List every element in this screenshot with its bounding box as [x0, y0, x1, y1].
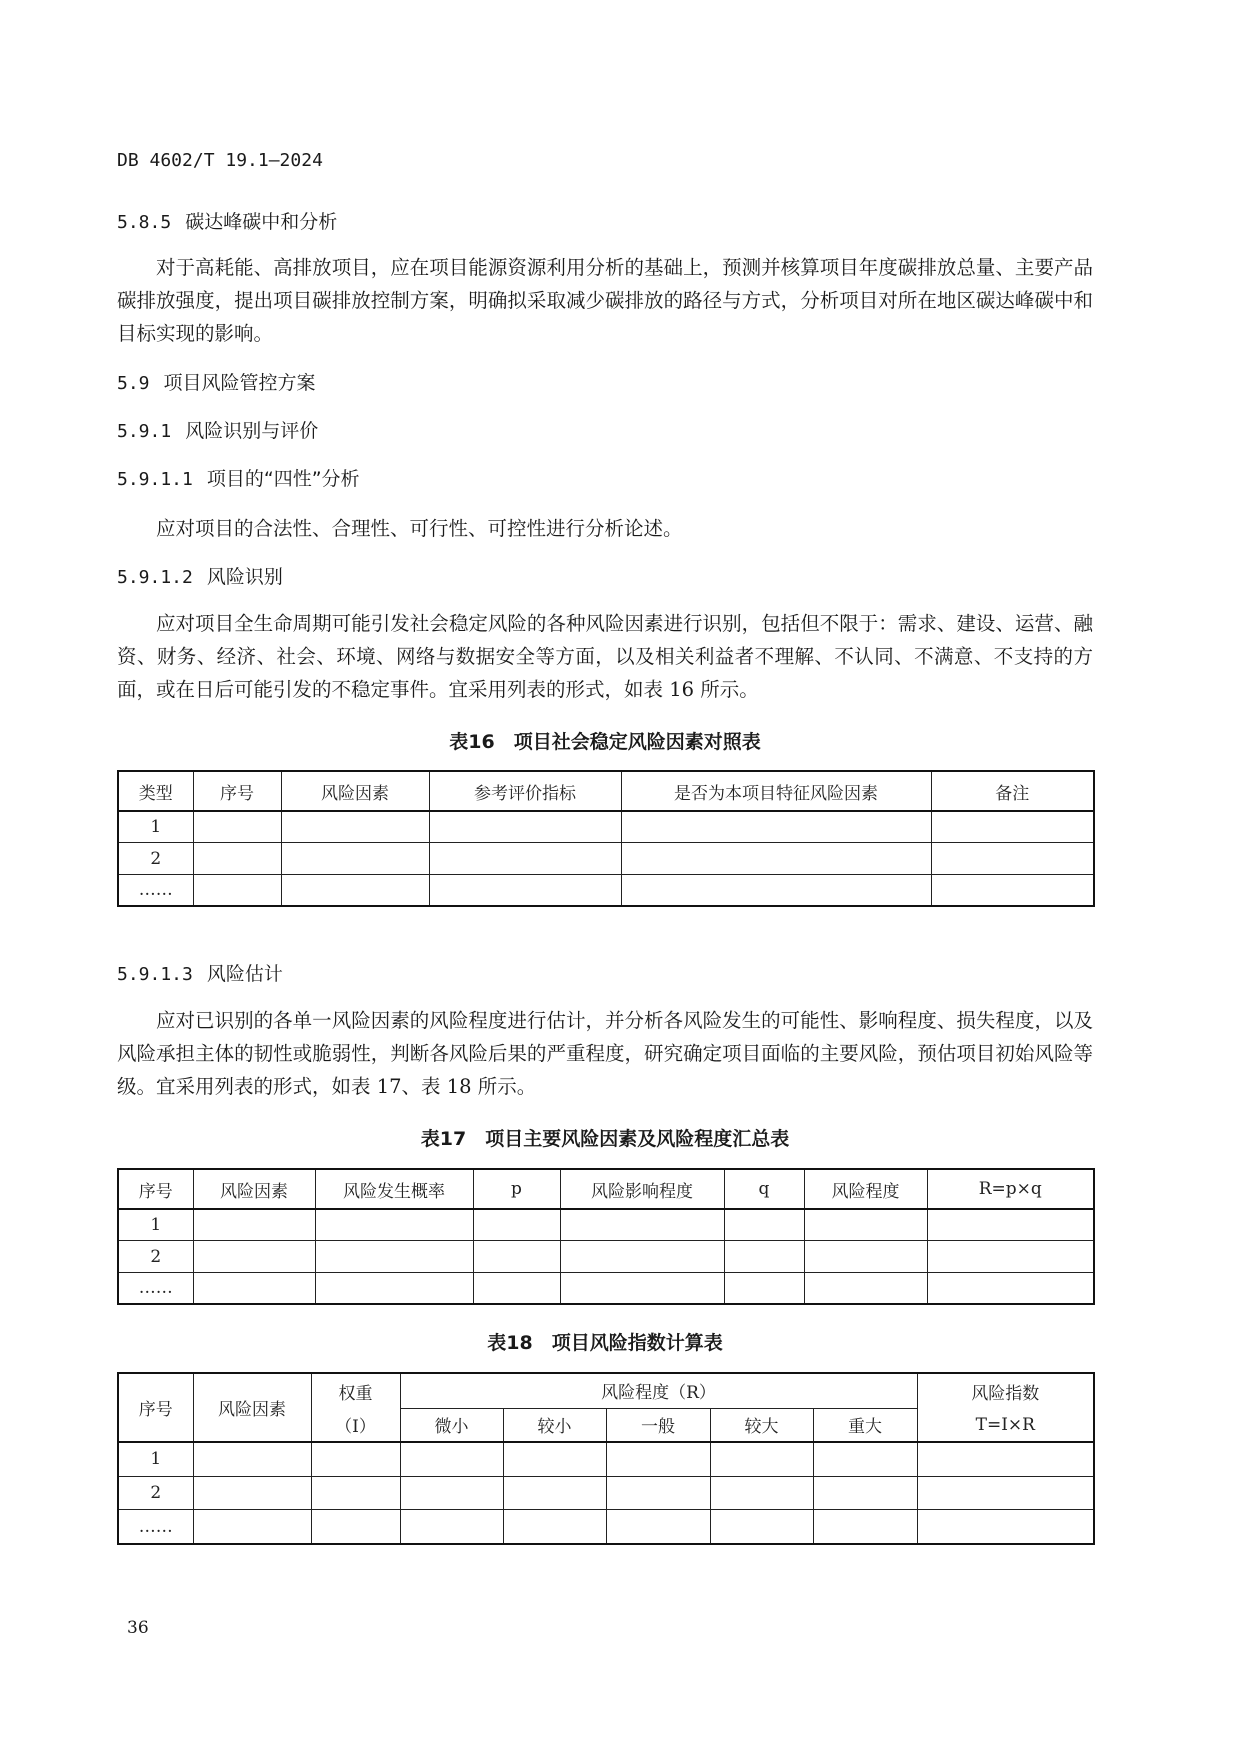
heading-5-9-1-2 [117, 562, 283, 589]
table-cell [429, 874, 621, 906]
table-cell [804, 1272, 927, 1304]
header-cell: 较小 [503, 1408, 606, 1442]
table-cell: 1 [118, 1442, 193, 1476]
table-cell [710, 1510, 813, 1544]
table-header-row [118, 771, 1094, 811]
header-cell: 风险程度 [804, 1169, 927, 1209]
header-cell: R=p×q [927, 1169, 1094, 1209]
table-cell [606, 1442, 710, 1476]
table-row [118, 1209, 1094, 1241]
paragraph-carbon-analysis: 对于高耗能、高排放项目，应在项目能源资源利用分析的基础上，预测并核算项目年度碳排放总量、主要产品碳排放强度，提出项目碳排放控制方案，明确拟采取减少碳排放的路径与方式，分析项目对所在地区碳达峰碳中和目标实现的影响。 [117, 256, 1093, 345]
table-cell [560, 1241, 724, 1272]
table-cell [429, 843, 621, 874]
table-row [118, 1476, 1094, 1509]
table-cell [311, 1476, 400, 1509]
table-row [118, 874, 1094, 906]
table-cell: 2 [118, 1241, 193, 1272]
section-number: 5.8.5 [117, 212, 172, 233]
table-cell [281, 811, 429, 843]
section-number: 5.9.1.3 [117, 964, 193, 985]
table-cell [315, 1209, 473, 1241]
document-id: DB 4602/T 19.1—2024 [117, 150, 323, 171]
table-row [118, 843, 1094, 874]
table-cell [606, 1476, 710, 1509]
table-cell [804, 1209, 927, 1241]
table-cell [927, 1272, 1094, 1304]
table18-caption: 表18 项目风险指数计算表 [487, 1332, 723, 1354]
table17 [117, 1168, 1095, 1305]
table-cell [193, 811, 281, 843]
table-cell [724, 1241, 804, 1272]
table-cell [315, 1272, 473, 1304]
table-cell: …… [118, 874, 193, 906]
table-cell: …… [118, 1510, 193, 1544]
header-cell: 备注 [931, 771, 1094, 811]
table-cell [400, 1476, 503, 1509]
section-title: 风险识别与评价 [185, 420, 319, 442]
header-cell: 是否为本项目特征风险因素 [621, 771, 931, 811]
table-cell [927, 1241, 1094, 1272]
table-cell [193, 1476, 311, 1509]
paragraph-four-properties: 应对项目的合法性、合理性、可行性、可控性进行分析论述。 [156, 517, 683, 540]
table-cell [917, 1476, 1094, 1509]
header-cell: 序号 [118, 1373, 193, 1442]
header-cell: 权重 [311, 1373, 400, 1408]
table-cell [473, 1272, 560, 1304]
table-cell [429, 811, 621, 843]
section-number: 5.9.1 [117, 421, 172, 442]
header-cell: 类型 [118, 771, 193, 811]
header-cell: 风险影响程度 [560, 1169, 724, 1209]
table-cell [503, 1442, 606, 1476]
table-cell [931, 843, 1094, 874]
page-number: 36 [127, 1618, 149, 1638]
heading-5-9 [117, 368, 316, 395]
paragraph-risk-estimation: 应对已识别的各单一风险因素的风险程度进行估计，并分析各风险发生的可能性、影响程度、损失程度，以及风险承担主体的韧性或脆弱性，判断各风险后果的严重程度，研究确定项目面临的主要风险，预估项目初始风险等级。宜采用列表的形式，如表 17、表 18 所示。 [117, 1009, 1093, 1098]
table-cell: 1 [118, 1209, 193, 1241]
table-cell [724, 1209, 804, 1241]
table-cell [606, 1510, 710, 1544]
header-cell: 风险发生概率 [315, 1169, 473, 1209]
table-cell [193, 1209, 315, 1241]
table-cell [724, 1272, 804, 1304]
heading-5-8-5 [117, 207, 337, 234]
table-row [118, 1442, 1094, 1476]
header-cell: 重大 [813, 1408, 917, 1442]
table-cell [917, 1510, 1094, 1544]
heading-5-9-1-1 [117, 464, 360, 491]
header-cell: 序号 [118, 1169, 193, 1209]
header-cell: 一般 [606, 1408, 710, 1442]
section-title: 项目的“四性”分析 [206, 468, 360, 490]
table-cell [473, 1241, 560, 1272]
table-cell [804, 1241, 927, 1272]
table16 [117, 770, 1095, 907]
header-cell: q [724, 1169, 804, 1209]
header-cell: 风险因素 [193, 1373, 311, 1442]
table-cell [193, 843, 281, 874]
table17-caption: 表17 项目主要风险因素及风险程度汇总表 [420, 1128, 790, 1150]
table-cell [813, 1476, 917, 1509]
header-cell: 风险因素 [281, 771, 429, 811]
paragraph-risk-identification: 应对项目全生命周期可能引发社会稳定风险的各种风险因素进行识别，包括但不限于：需求、建设、运营、融资、财务、经济、社会、环境、网络与数据安全等方面，以及相关利益者不理解、不认同、不满意、不支持的方面，或在日后可能引发的不稳定事件。宜采用列表的形式，如表 16 所示。 [117, 612, 1093, 701]
table-cell [281, 843, 429, 874]
header-cell: 序号 [193, 771, 281, 811]
table-cell [193, 1442, 311, 1476]
header-cell: 风险指数 [917, 1373, 1094, 1408]
header-cell: T=I×R [917, 1408, 1094, 1442]
section-title: 风险识别 [206, 566, 283, 588]
header-cell: 参考评价指标 [429, 771, 621, 811]
table-cell [503, 1476, 606, 1509]
heading-5-9-1-3 [117, 959, 283, 986]
table-row [118, 1272, 1094, 1304]
table-cell [710, 1442, 813, 1476]
table-cell [813, 1442, 917, 1476]
table-cell [813, 1510, 917, 1544]
table18 [117, 1372, 1095, 1545]
section-title: 风险估计 [206, 963, 283, 985]
section-number: 5.9 [117, 373, 150, 394]
table-cell: 1 [118, 811, 193, 843]
table-cell [503, 1510, 606, 1544]
table-cell [473, 1209, 560, 1241]
table-cell [621, 874, 931, 906]
table-cell [931, 811, 1094, 843]
table-cell [710, 1476, 813, 1509]
table-row [118, 811, 1094, 843]
table-cell: 2 [118, 1476, 193, 1509]
section-title: 碳达峰碳中和分析 [185, 211, 338, 233]
table16-caption: 表16 项目社会稳定风险因素对照表 [449, 731, 761, 753]
table-cell [311, 1442, 400, 1476]
table-row [118, 1241, 1094, 1272]
header-cell: （I） [311, 1408, 400, 1442]
header-cell: 较大 [710, 1408, 813, 1442]
table-cell [311, 1510, 400, 1544]
table-header-row [118, 1373, 1094, 1408]
table-cell: …… [118, 1272, 193, 1304]
section-number: 5.9.1.1 [117, 469, 193, 490]
heading-5-9-1 [117, 416, 318, 443]
header-cell: 风险因素 [193, 1169, 315, 1209]
header-cell: 微小 [400, 1408, 503, 1442]
table-cell [193, 1241, 315, 1272]
header-cell: 风险程度（R） [400, 1373, 917, 1408]
table-cell [621, 843, 931, 874]
table-cell [621, 811, 931, 843]
table-cell [560, 1272, 724, 1304]
table-cell [400, 1510, 503, 1544]
table-cell [927, 1209, 1094, 1241]
table-cell [917, 1442, 1094, 1476]
table-cell [281, 874, 429, 906]
table-cell [193, 1510, 311, 1544]
table-cell [560, 1209, 724, 1241]
table-cell [315, 1241, 473, 1272]
table-cell: 2 [118, 843, 193, 874]
table-cell [193, 1272, 315, 1304]
table-cell [193, 874, 281, 906]
table-cell [400, 1442, 503, 1476]
table-row [118, 1510, 1094, 1544]
header-cell: p [473, 1169, 560, 1209]
table-cell [931, 874, 1094, 906]
section-number: 5.9.1.2 [117, 567, 193, 588]
section-title: 项目风险管控方案 [163, 372, 316, 394]
table-header-row [118, 1169, 1094, 1209]
